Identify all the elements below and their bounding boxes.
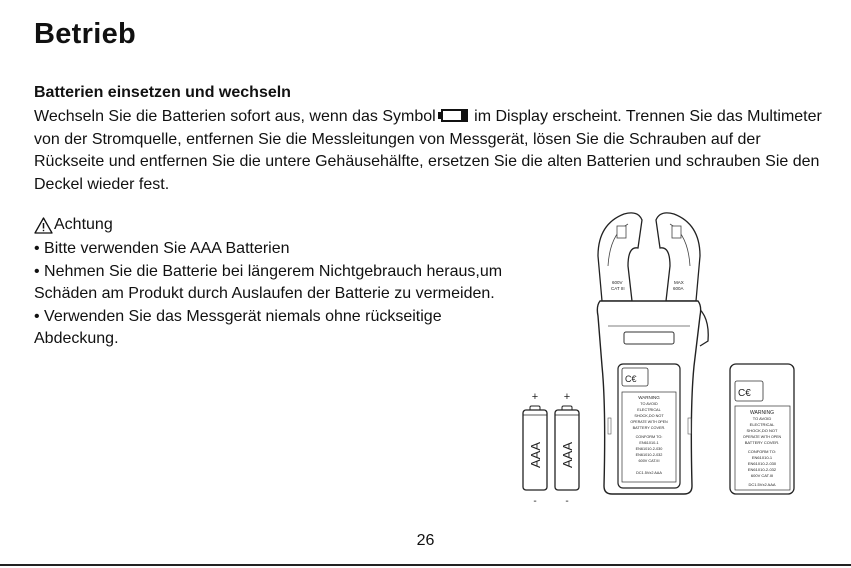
cover-text: WARNING [750,410,774,416]
cover-text: 600V CAT.III [638,459,660,463]
cover-text: TO AVOID [752,416,772,421]
cover-text: EN61010-2-030 [635,447,663,451]
cover-text: EN61010-2-032 [747,467,777,472]
list-item: • Bitte verwenden Sie AAA Batterien [34,240,290,257]
battery-type-label: AAA [560,441,575,468]
cover-text: CONFORM TO: [747,449,777,454]
ce-mark: C€ [738,388,751,399]
instructions-text-start: Wechseln Sie die Batterien sofort aus, wenn das Symbol [34,108,436,125]
cover-text: EN61010-2-032 [635,453,663,457]
page-number: 26 [416,532,435,549]
jaw-label: CAT III [611,286,625,291]
aaa-battery-right [555,391,579,506]
low-battery-icon [438,109,468,122]
cover-text: CONFORM TO: [635,435,663,439]
cover-text: WARNING [638,395,660,400]
cover-text: SHOCK,DO NOT [634,414,664,418]
cover-text: EN61010-1 [639,441,659,445]
cover-text: EN61010-1 [751,455,773,460]
caution-heading [34,216,113,234]
aaa-battery-left [523,391,547,506]
ce-mark: C€ [625,374,637,384]
cover-text: TO AVOID [640,402,658,406]
cover-text: ELECTRICAL [637,408,661,412]
battery-minus-label: - [533,496,537,506]
battery-minus-label: - [565,496,569,506]
list-item: • Nehmen Sie die Batterie bei längerem Nichtgebrauch heraus,um Schäden am Produkt durch Auslaufen der Batterie zu vermeiden. [34,262,503,302]
page-title: Betrieb [34,18,137,50]
section-heading-batteries: Batterien einsetzen und wechseln [34,84,291,101]
caution-title: Achtung [54,216,113,233]
battery-cover [730,364,794,494]
multimeter-illustration [514,206,844,506]
jaw-label: 600V [612,280,623,285]
bottom-rule [0,564,851,566]
cover-text: OPERATE WITH OPEN [630,420,668,424]
jaw-label: MAX [674,280,684,285]
battery-instructions [34,106,824,196]
jaw-label: 600A [673,286,684,291]
cover-text: DC1.5Vx2 AAA [748,482,776,487]
clamp-meter-back [597,213,708,494]
battery-plus-label: + [531,391,539,403]
instructions-text-end: im Display erscheint. Trennen Sie das Multimeter von der Stromquelle, entfernen Sie die Messleitungen von Messgerät, lösen Sie die Schrauben auf der Rückseite und entfernen Sie die untere Gehäusehälfte, ersetzen Sie die alten Batterien und schrauben Sie den Deckel wieder fest. [34,108,822,193]
battery-type-label: AAA [528,441,543,468]
cover-text: EN61010-2-030 [747,461,777,466]
battery-plus-label: + [563,391,571,403]
cover-text: SHOCK,DO NOT [746,428,778,433]
cover-text: BATTERY COVER. [632,426,666,430]
cover-text: 600V CAT.III [750,473,774,478]
cover-text: OPERATE WITH OPEN [742,435,782,439]
warning-triangle-icon [34,217,53,234]
caution-list [34,238,504,351]
cover-text: ELECTRICAL [749,422,775,427]
cover-text: DC1.5Vx2 AAA [636,471,662,475]
cover-text: BATTERY COVER. [744,440,780,445]
list-item: • Verwenden Sie das Messgerät niemals ohne rückseitige Abdeckung. [34,307,442,347]
